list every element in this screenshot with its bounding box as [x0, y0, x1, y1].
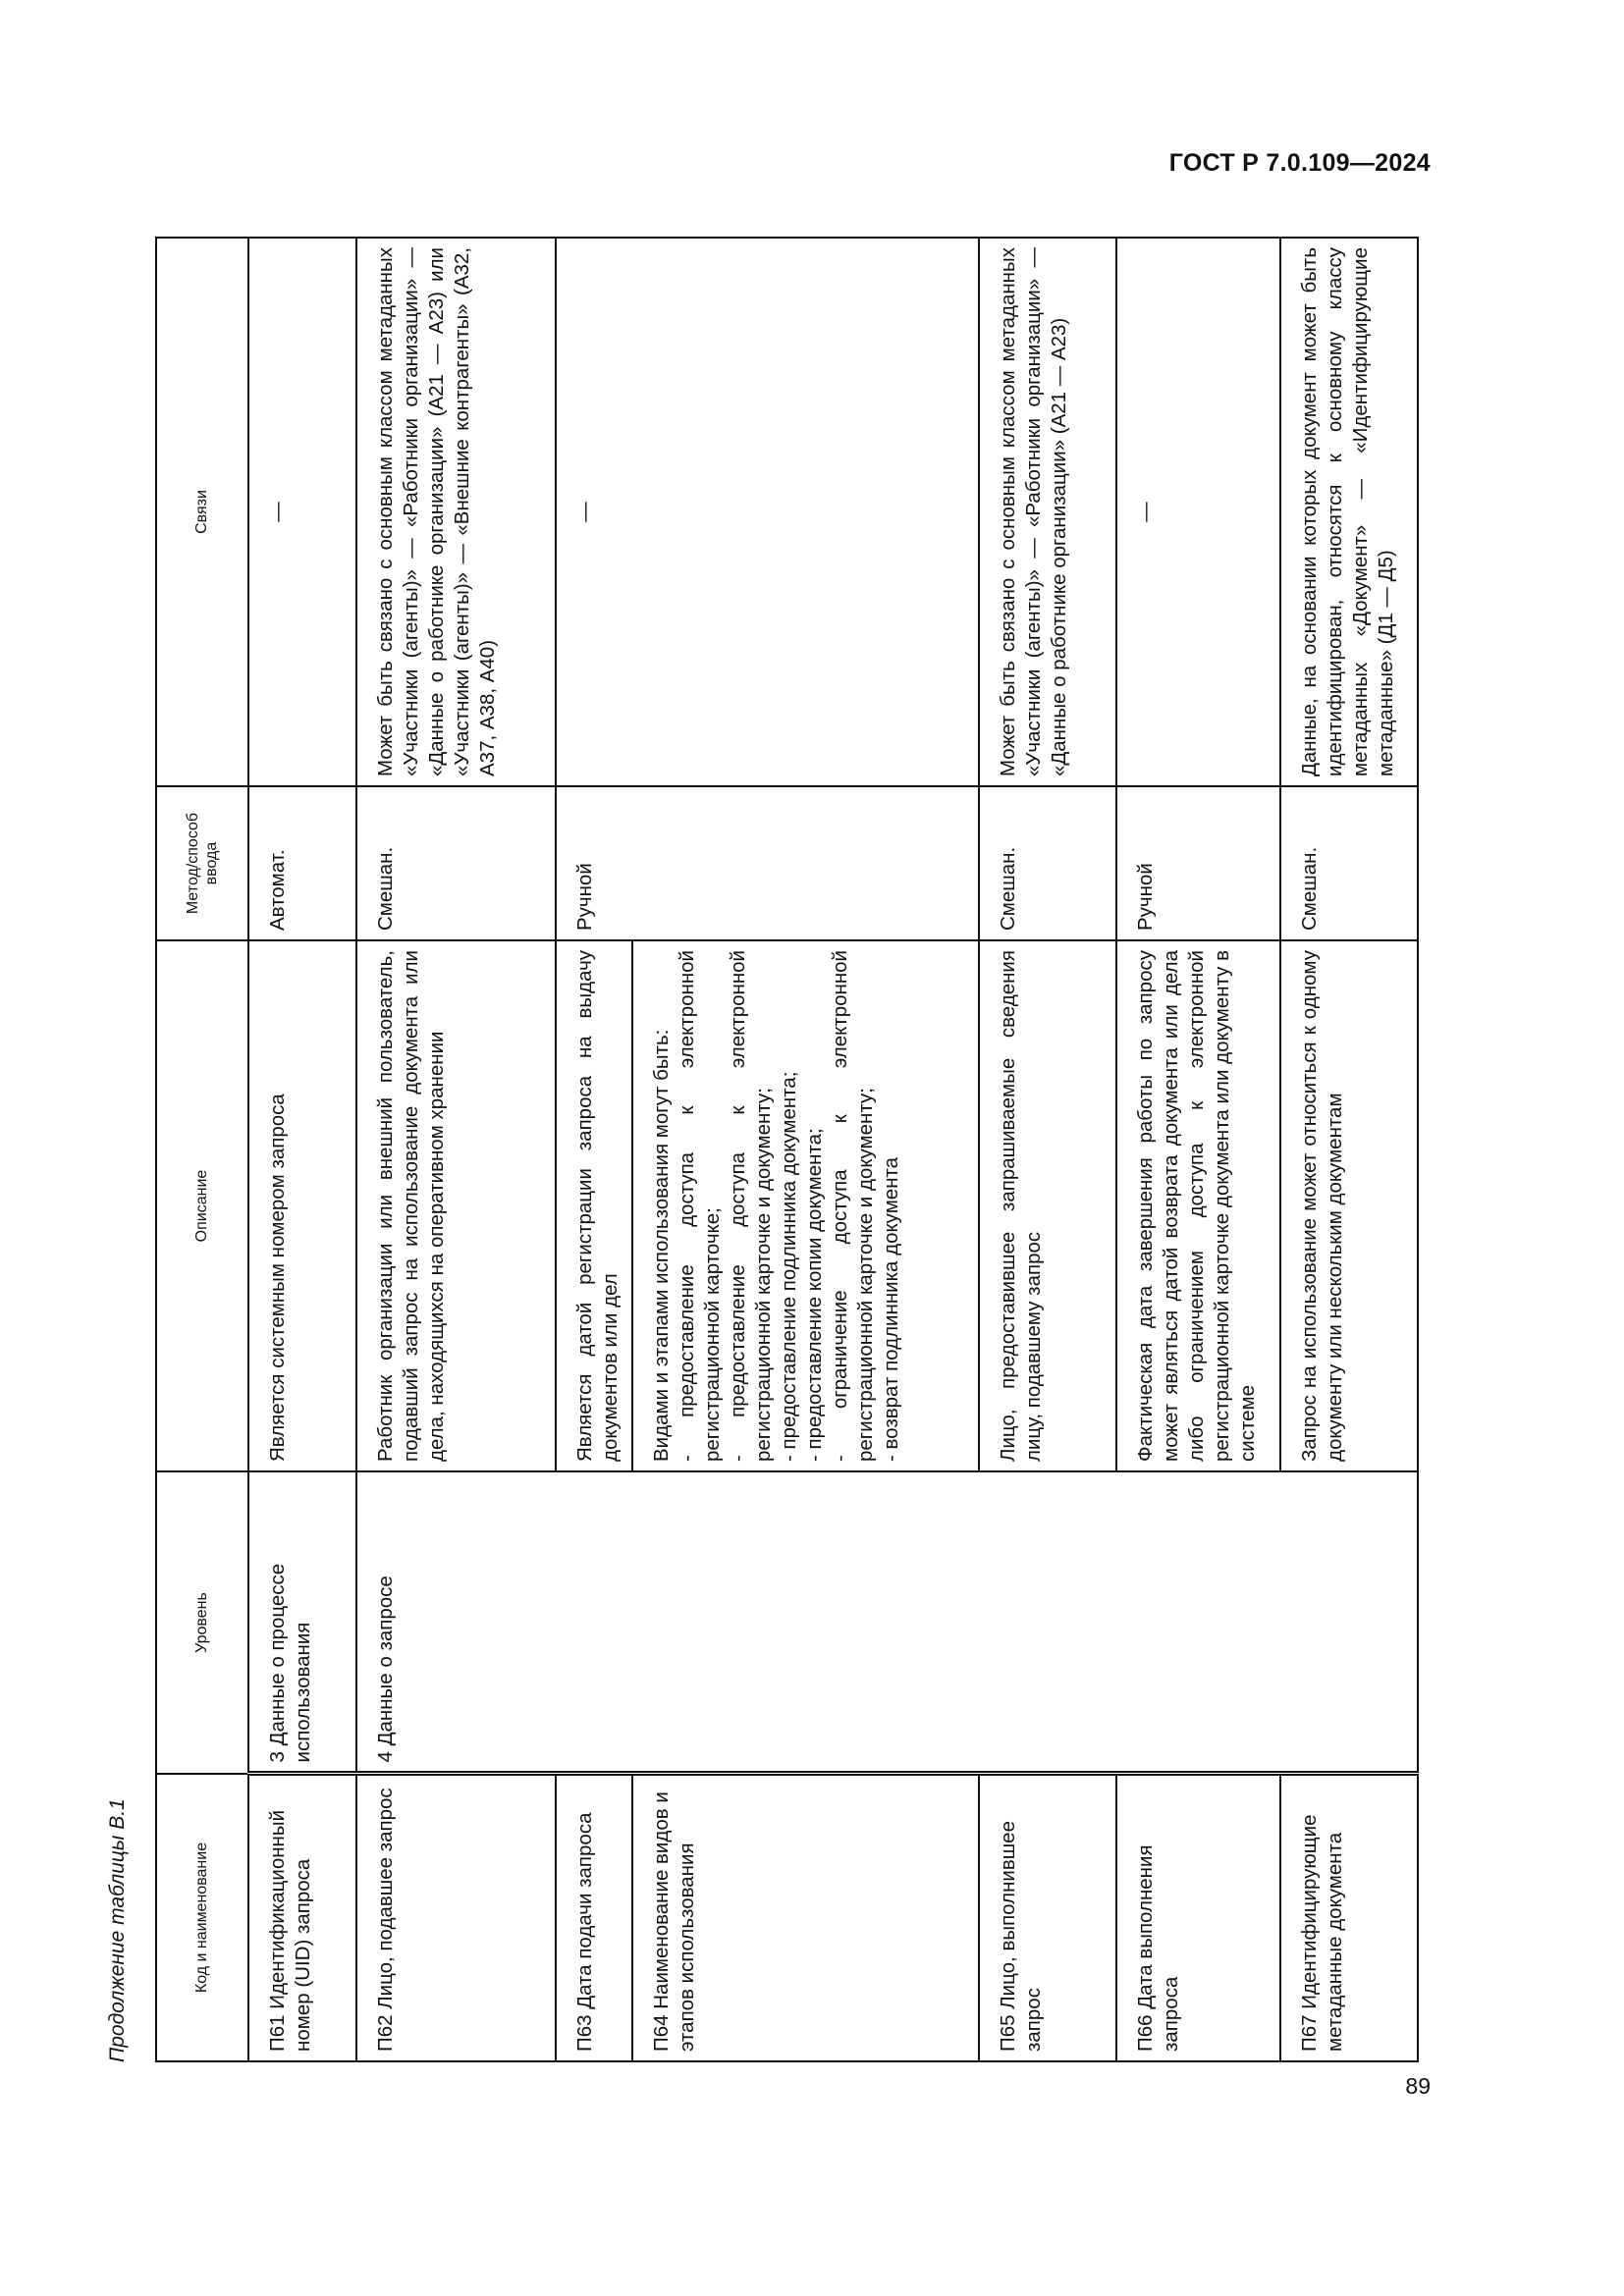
rotated-table-area	[106, 195, 1432, 2062]
page-number: 89	[1405, 2073, 1431, 2099]
code-cell: П63 Дата подачи запроса	[556, 1774, 632, 2061]
method-cell: Автомат.	[248, 786, 356, 940]
relations-cell: Может быть связано с основным классом метаданных «Участники (агенты)» — «Работники организации» — «Данные о работнике организации» (А21 — А23) или «Участники (агенты)» — «Внешние контрагенты» (А32, А37, А38, А40)	[356, 238, 556, 786]
method-cell: Смешан.	[356, 786, 556, 940]
code-cell: П64 Наименование видов и этапов использования	[632, 1774, 979, 2061]
column-header: Уровень	[156, 1471, 248, 1774]
document-header: ГОСТ Р 7.0.109—2024	[1168, 149, 1431, 177]
code-cell: П66 Дата выполнения запроса	[1116, 1774, 1280, 2061]
table-row	[248, 238, 356, 2061]
relations-cell: Может быть связано с основным классом метаданных «Участники (агенты)» — «Работники организации» — «Данные о работнике организации» (А21 — А23)	[979, 238, 1116, 786]
method-cell: Ручной	[1116, 786, 1280, 940]
method-cell: Ручной	[556, 786, 979, 940]
level-cell: 4 Данные о запросе	[356, 1471, 1418, 1774]
method-cell: Смешан.	[979, 786, 1116, 940]
description-cell: Видами и этапами использования могут быть: - предоставление доступа к электронной регистрационной карточке; - предоставление доступа к электронной регистрационной карточке и документу; - предоставление подлинника документа; - предоставление копии документа; - ограничение доступа к электронной регистрационной карточке и документу; - возврат подлинника документа	[632, 940, 979, 1471]
description-cell: Фактическая дата завершения работы по запросу может являться датой возврата документа или дела либо ограничением доступа к электронной регистрационной карточке документа или документу в системе	[1116, 940, 1280, 1471]
code-cell: П65 Лицо, выполнившее запрос	[979, 1774, 1116, 2061]
table-row	[556, 238, 632, 2061]
relations-cell: —	[248, 238, 356, 786]
description-cell: Запрос на использование может относиться к одному документу или нескольким документам	[1280, 940, 1418, 1471]
method-cell: Смешан.	[1280, 786, 1418, 940]
description-cell: Работник организации или внешний пользователь, подавший запрос на использование документа или дела, находящихся на оперативном хранении	[356, 940, 556, 1471]
metadata-table	[155, 237, 1419, 2062]
table-row	[356, 238, 556, 2061]
code-cell: П62 Лицо, подавшее запрос	[356, 1774, 556, 2061]
relations-cell: Данные, на основании которых документ может быть идентифицирован, относятся к основному классу метаданных «Документ» — «Идентифицирующие метаданные» (Д1 — Д5)	[1280, 238, 1418, 786]
column-header: Связи	[156, 238, 248, 786]
description-cell: Лицо, предоставившее запрашиваемые сведения лицу, подавшему запрос	[979, 940, 1116, 1471]
column-header: Описание	[156, 940, 248, 1471]
relations-cell: —	[556, 238, 979, 786]
table-header-row	[156, 238, 248, 2061]
description-cell: Является системным номером запроса	[248, 940, 356, 1471]
level-cell: 3 Данные о процессе использования	[248, 1471, 356, 1774]
table-row	[1116, 238, 1280, 2061]
column-header: Метод/способ ввода	[156, 786, 248, 940]
description-cell: Является датой регистрации запроса на выдачу документов или дел	[556, 940, 632, 1471]
table-row	[1280, 238, 1418, 2061]
table-row	[979, 238, 1116, 2061]
column-header: Код и наименование	[156, 1774, 248, 2061]
code-cell: П61 Идентификационный номер (UID) запроса	[248, 1774, 356, 2061]
table-caption: Продолжение таблицы В.1	[106, 1798, 129, 2062]
relations-cell: —	[1116, 238, 1280, 786]
code-cell: П67 Идентифицирующие метаданные документа	[1280, 1774, 1418, 2061]
